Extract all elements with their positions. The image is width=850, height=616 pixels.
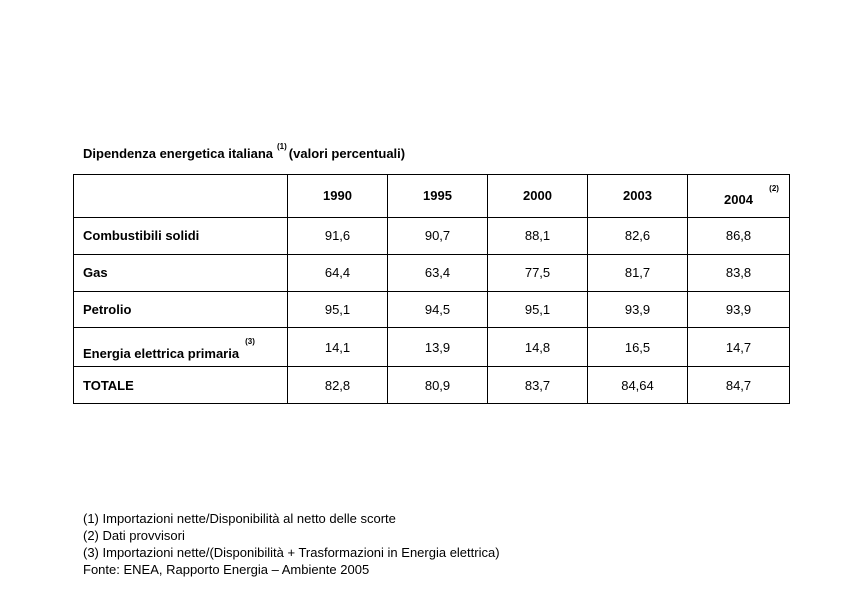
footnote-2: (2) Dati provvisori bbox=[83, 528, 185, 543]
table-row-total bbox=[74, 367, 790, 404]
column-header-2000: 2000 bbox=[488, 175, 588, 218]
column-header-2004-wrap bbox=[724, 184, 779, 208]
table-cell: 84,64 bbox=[588, 367, 688, 404]
table-cell: 86,8 bbox=[688, 217, 790, 254]
column-header-2004: 2004 bbox=[724, 192, 753, 208]
table-cell: 77,5 bbox=[488, 254, 588, 291]
table-cell: 95,1 bbox=[288, 291, 388, 328]
energy-dependence-table bbox=[73, 174, 790, 404]
column-header-2003: 2003 bbox=[588, 175, 688, 218]
table-cell: 93,9 bbox=[588, 291, 688, 328]
table-cell: 63,4 bbox=[388, 254, 488, 291]
column-2004-note: (2) bbox=[769, 184, 779, 194]
column-header-1990: 1990 bbox=[288, 175, 388, 218]
table-title-text: Dipendenza energetica italiana bbox=[83, 146, 274, 161]
row-label: Petrolio bbox=[74, 291, 288, 328]
row-label: Gas bbox=[74, 254, 288, 291]
table-cell: 90,7 bbox=[388, 217, 488, 254]
title-footnote-ref: (1) bbox=[277, 142, 287, 151]
table-cell: 14,7 bbox=[688, 328, 790, 367]
table-cell: 64,4 bbox=[288, 254, 388, 291]
table-row bbox=[74, 254, 790, 291]
row-label-cell bbox=[74, 328, 288, 367]
header-empty-cell bbox=[74, 175, 288, 218]
table-cell: 16,5 bbox=[588, 328, 688, 367]
table-cell: 14,1 bbox=[288, 328, 388, 367]
table-cell: 88,1 bbox=[488, 217, 588, 254]
table-cell: 93,9 bbox=[688, 291, 790, 328]
row-label: TOTALE bbox=[74, 367, 288, 404]
table-title-suffix: (valori percentuali) bbox=[288, 146, 406, 161]
table-row bbox=[74, 328, 790, 367]
table-cell: 84,7 bbox=[688, 367, 790, 404]
table-cell: 83,7 bbox=[488, 367, 588, 404]
column-header-2004-cell bbox=[688, 175, 790, 218]
table-header-row bbox=[74, 175, 790, 218]
table-cell: 14,8 bbox=[488, 328, 588, 367]
table-cell: 94,5 bbox=[388, 291, 488, 328]
table-cell: 82,6 bbox=[588, 217, 688, 254]
footnote-1: (1) Importazioni nette/Disponibilità al netto delle scorte bbox=[83, 511, 396, 526]
table-cell: 91,6 bbox=[288, 217, 388, 254]
table-cell: 83,8 bbox=[688, 254, 790, 291]
row-label: Combustibili solidi bbox=[74, 217, 288, 254]
table-cell: 95,1 bbox=[488, 291, 588, 328]
table-row bbox=[74, 217, 790, 254]
table-cell: 13,9 bbox=[388, 328, 488, 367]
column-header-1995: 1995 bbox=[388, 175, 488, 218]
table-cell: 82,8 bbox=[288, 367, 388, 404]
table-cell: 81,7 bbox=[588, 254, 688, 291]
table-title bbox=[83, 142, 405, 161]
footnotes bbox=[83, 510, 500, 578]
source-note: Fonte: ENEA, Rapporto Energia – Ambiente 2005 bbox=[83, 562, 370, 577]
table-row bbox=[74, 291, 790, 328]
row-label: Energia elettrica primaria bbox=[83, 346, 240, 362]
row-label-note: (3) bbox=[245, 337, 255, 347]
footnote-3: (3) Importazioni nette/(Disponibilità + Trasformazioni in Energia elettrica) bbox=[83, 545, 500, 560]
table-cell: 80,9 bbox=[388, 367, 488, 404]
